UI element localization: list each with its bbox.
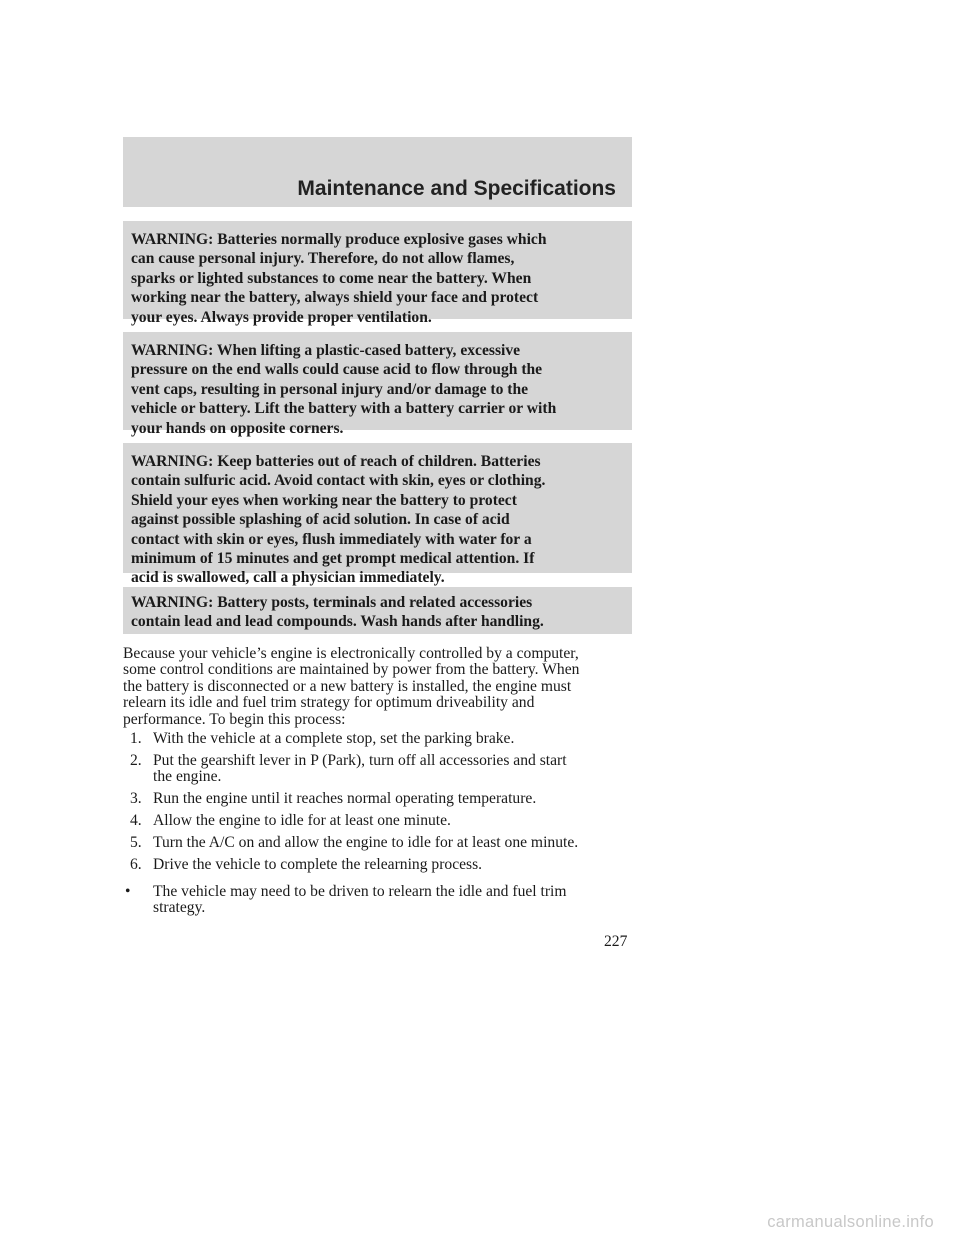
bullet-note — [123, 884, 643, 917]
section-title: Maintenance and Specifications — [297, 177, 616, 200]
watermark: carmanualsonline.info — [767, 1213, 934, 1231]
step-text: Allow the engine to idle for at least one minute. — [153, 812, 451, 830]
step-text: Turn the A/C on and allow the engine to idle for at least one minute. — [153, 834, 579, 852]
step-number: 2. — [130, 752, 142, 769]
warning-text: WARNING: Batteries normally produce explosive gases which can cause personal injury. Therefore, do not allow flames, sparks or lighted substances to come near the battery. When working near the battery, always shield your face and protect your eyes. Always provide proper ventilation. — [131, 231, 547, 326]
relearn-steps-list — [123, 731, 643, 879]
step-number: 5. — [130, 834, 142, 852]
warning-box-lifting-battery — [123, 332, 632, 437]
page-number: 227 — [604, 933, 628, 950]
step-number: 1. — [130, 730, 142, 747]
step-number: 3. — [130, 790, 142, 808]
intro-paragraph: Because your vehicle’s engine is electronically controlled by a computer, some control conditions are maintained by power from the battery. When the battery is disconnected or a new battery is installed, the engine must relearn its idle and fuel trim strategy for optimum driveability and performance. To begin this process: — [123, 645, 580, 728]
warning-box-lead — [123, 587, 632, 634]
list-item — [123, 857, 643, 873]
step-text: Put the gearshift lever in P (Park), turn off all accessories and start the engine. — [153, 752, 567, 786]
list-item — [123, 753, 643, 786]
list-item — [123, 791, 643, 807]
list-item — [123, 731, 643, 747]
warning-text: WARNING: When lifting a plastic-cased battery, excessive pressure on the end walls could cause acid to flow through the vent caps, resulting in personal injury and/or damage to the vehicle or battery. Lift the battery with a battery carrier or with your hands on opposite corners. — [131, 342, 557, 437]
step-number: 4. — [130, 812, 142, 830]
list-item — [123, 835, 643, 851]
step-text: With the vehicle at a complete stop, set the parking brake. — [153, 730, 515, 747]
bullet-icon: • — [125, 883, 131, 900]
list-item — [123, 813, 643, 829]
section-header — [123, 137, 632, 207]
warning-box-explosive-gases — [123, 221, 632, 326]
warning-box-children-acid — [123, 443, 632, 587]
step-text: Run the engine until it reaches normal operating temperature. — [153, 790, 537, 808]
step-text: Drive the vehicle to complete the relearning process. — [153, 856, 483, 874]
bullet-text: The vehicle may need to be driven to relearn the idle and fuel trim strategy. — [153, 883, 567, 917]
warning-text: WARNING: Keep batteries out of reach of children. Batteries contain sulfuric acid. Avoid contact with skin, eyes or clothing. Shield your eyes when working near the battery to protect against possible splashing of acid solution. In case of acid contact with skin or eyes, flush immediately with water for a minimum of 15 minutes and get prompt medical attention. If acid is swallowed, call a physician immediately. — [131, 453, 546, 587]
warning-text: WARNING: Battery posts, terminals and related accessories contain lead and lead compounds. Wash hands after handling. — [131, 594, 544, 631]
step-number: 6. — [130, 856, 142, 874]
